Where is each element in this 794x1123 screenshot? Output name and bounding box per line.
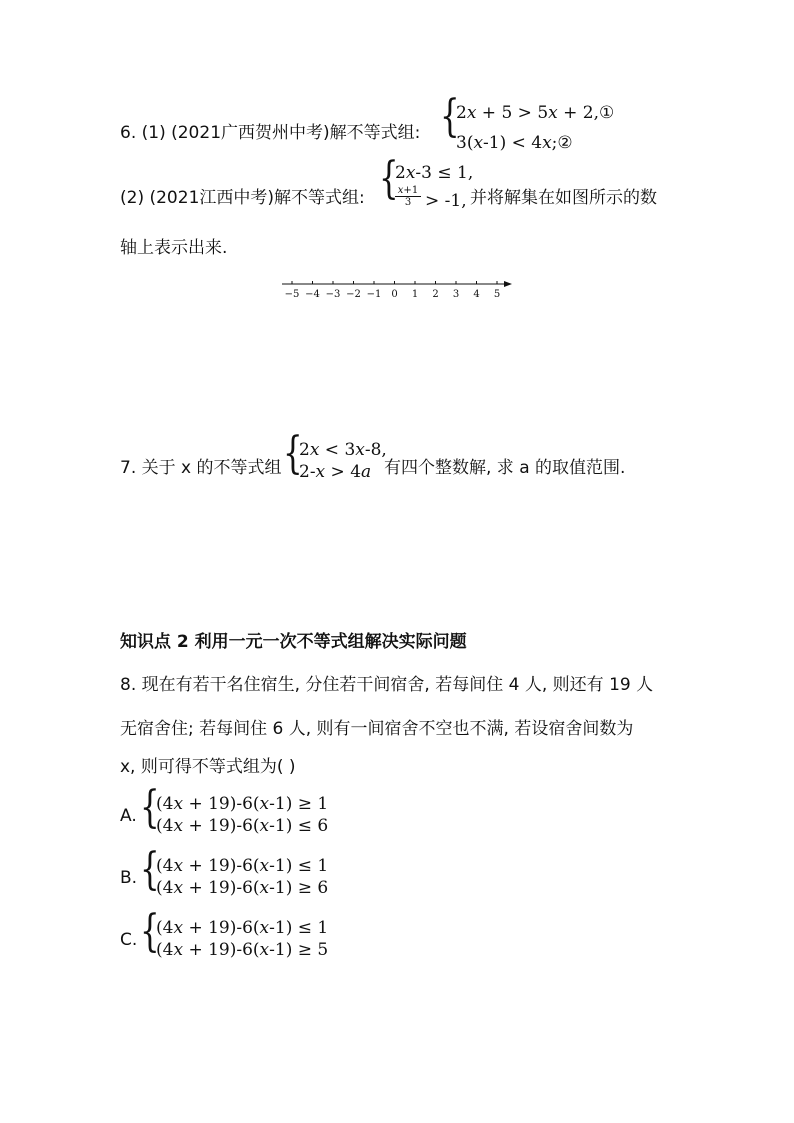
option-b-label[interactable]: B. [120, 868, 138, 888]
brace-icon: { [379, 153, 399, 204]
fraction-denominator: 3 [404, 197, 412, 208]
q6-part1-eq2: 3(𝑥-1) < 4𝑥;② [456, 133, 573, 153]
q6-part2-system [379, 153, 479, 219]
number-line-tick-label: 0 [391, 289, 398, 300]
number-line-tick-label: 4 [473, 289, 480, 300]
q7-tail: 有四个整数解, 求 a 的取值范围. [384, 458, 626, 478]
q8-line2: 无宿舍住; 若每间住 6 人, 则有一间宿舍不空也不满, 若设宿舍间数为 [120, 719, 634, 739]
q6-part2-text: (2) (2021江西中考)解不等式组: [120, 188, 365, 208]
brace-icon: { [140, 844, 160, 895]
number-line-tick-label: −3 [325, 289, 341, 300]
number-line-tick-label: −2 [346, 289, 361, 300]
option-c-eq2: (4𝑥 + 19)-6(𝑥-1) ≥ 5 [156, 940, 329, 960]
option-b-system[interactable] [140, 844, 340, 904]
brace-icon: { [440, 91, 460, 142]
section-heading: 知识点 2 利用一元一次不等式组解决实际问题 [120, 632, 467, 652]
q7-eq1: 2𝑥 < 3𝑥-8, [299, 440, 387, 460]
fraction-numerator: 𝑥+1 [395, 185, 421, 197]
q7-eq2: 2-𝑥 > 4𝑎 [299, 462, 372, 482]
q6-part2-eq2-rest: > -1, [425, 191, 467, 211]
number-line-tick-label: −1 [366, 289, 382, 300]
option-a-eq2: (4𝑥 + 19)-6(𝑥-1) ≤ 6 [156, 816, 329, 836]
option-b-eq2: (4𝑥 + 19)-6(𝑥-1) ≥ 6 [156, 878, 329, 898]
option-c-eq1: (4𝑥 + 19)-6(𝑥-1) ≤ 1 [156, 918, 329, 938]
number-line-tick-label: 1 [411, 289, 419, 300]
option-c-system[interactable] [140, 906, 340, 966]
option-b-eq1: (4𝑥 + 19)-6(𝑥-1) ≤ 1 [156, 856, 329, 876]
q8-line1: 8. 现在有若干名住宿生, 分住若干间宿舍, 若每间住 4 人, 则还有 19 人 [120, 675, 654, 695]
number-line-tick-label: −4 [305, 289, 320, 300]
q8-line3: x, 则可得不等式组为( ) [120, 757, 296, 777]
option-a-label[interactable]: A. [120, 806, 137, 826]
option-a-system[interactable] [140, 782, 340, 842]
q6-part2-fraction [395, 185, 421, 208]
number-line-tick-label: −5 [284, 289, 300, 300]
q7-text: 7. 关于 x 的不等式组 [120, 458, 282, 478]
number-line-tick-label: 3 [452, 289, 460, 300]
q7-system [283, 428, 393, 488]
q6-part1-system [440, 91, 640, 153]
option-a-eq1: (4𝑥 + 19)-6(𝑥-1) ≥ 1 [156, 794, 329, 814]
number-line-tick-label: 5 [493, 289, 501, 300]
q6-part1-eq1: 2𝑥 + 5 > 5𝑥 + 2,① [456, 103, 615, 123]
number-line [278, 276, 518, 306]
brace-icon: { [283, 428, 303, 479]
q6-part2-line2: 轴上表示出来. [120, 238, 228, 258]
brace-icon: { [140, 906, 160, 957]
q6-part2-eq1: 2𝑥-3 ≤ 1, [395, 163, 474, 183]
q6-part1-text: 6. (1) (2021广西贺州中考)解不等式组: [120, 123, 421, 143]
brace-icon: { [140, 782, 160, 833]
q6-part2-tail: 并将解集在如图所示的数 [470, 188, 657, 208]
arrow-right-icon [504, 281, 512, 287]
option-c-label[interactable]: C. [120, 930, 138, 950]
number-line-tick-label: 2 [432, 289, 439, 300]
